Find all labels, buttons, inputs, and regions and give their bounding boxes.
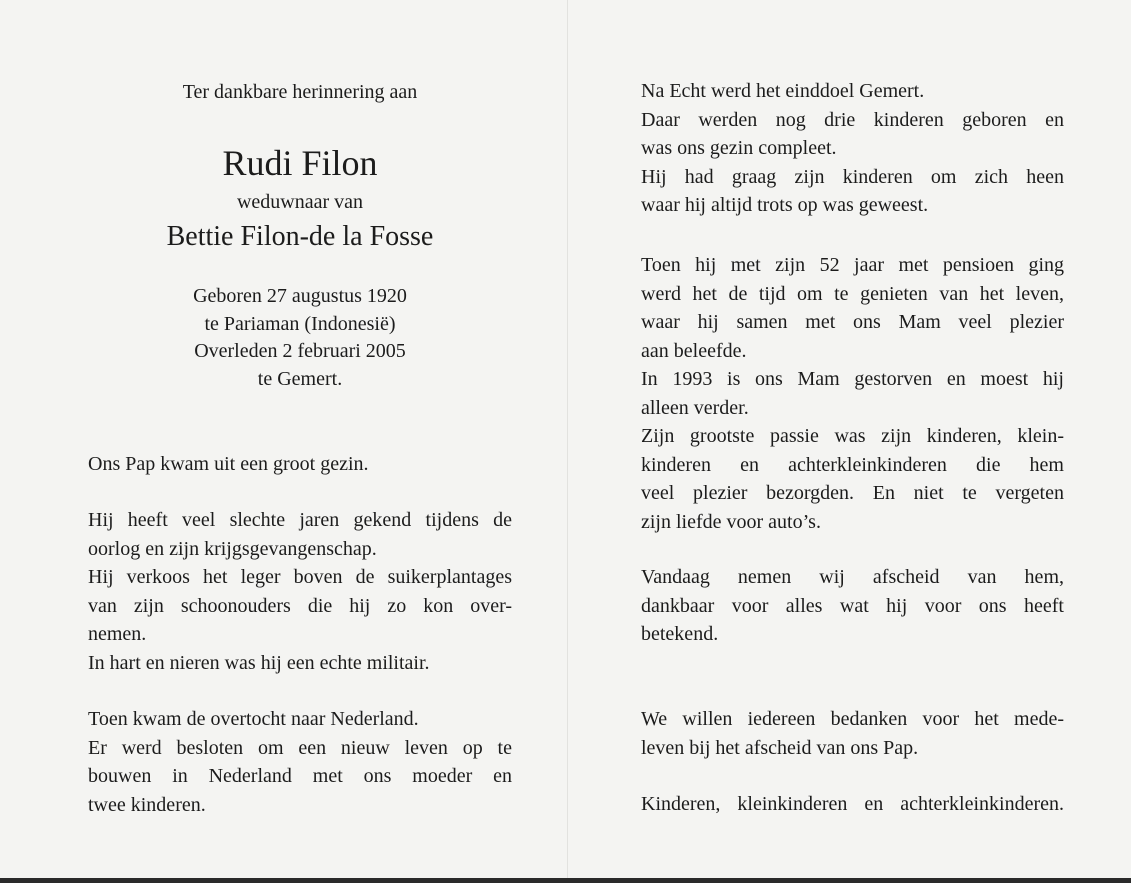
text-line: Hij heeft veel slechte jaren gekend tijdens de — [88, 509, 512, 531]
left-paragraph-2 — [88, 506, 512, 677]
text-line: Ons Pap kwam uit een groot gezin. — [88, 453, 369, 475]
text-line: Hij had graag zijn kinderen om zich heen — [641, 165, 1064, 188]
text-line: was ons gezin compleet. — [641, 137, 837, 159]
right-paragraph-4 — [641, 705, 1064, 762]
text-line: Daar werden nog drie kinderen geboren en — [641, 108, 1064, 131]
text-line: Na Echt werd het einddoel Gemert. — [641, 80, 925, 102]
birth-date: Geboren 27 augustus 1920 — [193, 285, 407, 307]
text-line: In 1993 is ons Mam gestorven en moest hij — [641, 368, 1064, 390]
spouse-name: Bettie Filon-de la Fosse — [166, 221, 434, 252]
death-date: Overleden 2 februari 2005 — [194, 340, 406, 362]
text-line: Er werd besloten om een nieuw leven op te — [88, 736, 512, 759]
text-line: waar hij altijd trots op was geweest. — [641, 194, 929, 216]
text-line: alleen verder. — [641, 396, 749, 419]
text-line: nemen. — [88, 623, 147, 645]
text-line: van zijn schoonouders die hij zo kon over- — [88, 594, 512, 617]
text-line: waar hij samen met ons Mam veel plezier — [641, 311, 1064, 333]
signature: Kinderen, kleinkinderen en achterkleinkinderen. — [641, 793, 1064, 815]
text-line: zijn liefde voor auto’s. — [641, 510, 821, 533]
text-line: werd het de tijd om te genieten van het leven, — [641, 282, 1064, 305]
left-paragraph-3 — [88, 705, 512, 819]
right-paragraph-2 — [641, 251, 1064, 536]
text-line: kinderen en achterkleinkinderen die hem — [641, 453, 1064, 476]
text-line: dankbaar voor alles wat hij voor ons heeft — [641, 594, 1064, 617]
deceased-name: Rudi Filon — [222, 143, 378, 183]
text-line: Zijn grootste passie was zijn kinderen, klein- — [641, 425, 1064, 447]
widower-of-text: weduwnaar van — [236, 191, 364, 213]
text-line: twee kinderen. — [88, 793, 206, 816]
right-paragraph-3 — [641, 563, 1064, 649]
text-line: We willen iedereen bedanken voor het mede- — [641, 708, 1064, 730]
text-line: Toen kwam de overtocht naar Nederland. — [88, 708, 419, 730]
text-line: Vandaag nemen wij afscheid van hem, — [641, 566, 1064, 588]
text-line: oorlog en zijn krijgsgevangenschap. — [88, 537, 377, 560]
life-details — [88, 283, 512, 393]
text-line: betekend. — [641, 623, 719, 645]
card-fold — [567, 0, 568, 878]
left-paragraph-1 — [88, 450, 512, 479]
text-line: Toen hij met zijn 52 jaar met pensioen ging — [641, 254, 1064, 276]
intro-text: Ter dankbare herinnering aan — [182, 81, 418, 103]
birth-place: te Pariaman (Indonesië) — [204, 312, 396, 335]
signature-paragraph — [641, 790, 1064, 819]
text-line: leven bij het afscheid van ons Pap. — [641, 736, 919, 759]
death-place: te Gemert. — [257, 367, 343, 390]
right-paragraph-1 — [641, 77, 1064, 220]
text-line: aan beleefde. — [641, 339, 747, 362]
text-line: veel plezier bezorgden. En niet te vergeten — [641, 482, 1064, 504]
text-line: Hij verkoos het leger boven de suikerplantages — [88, 566, 512, 588]
text-line: In hart en nieren was hij een echte militair. — [88, 651, 430, 674]
text-line: bouwen in Nederland met ons moeder en — [88, 765, 512, 787]
